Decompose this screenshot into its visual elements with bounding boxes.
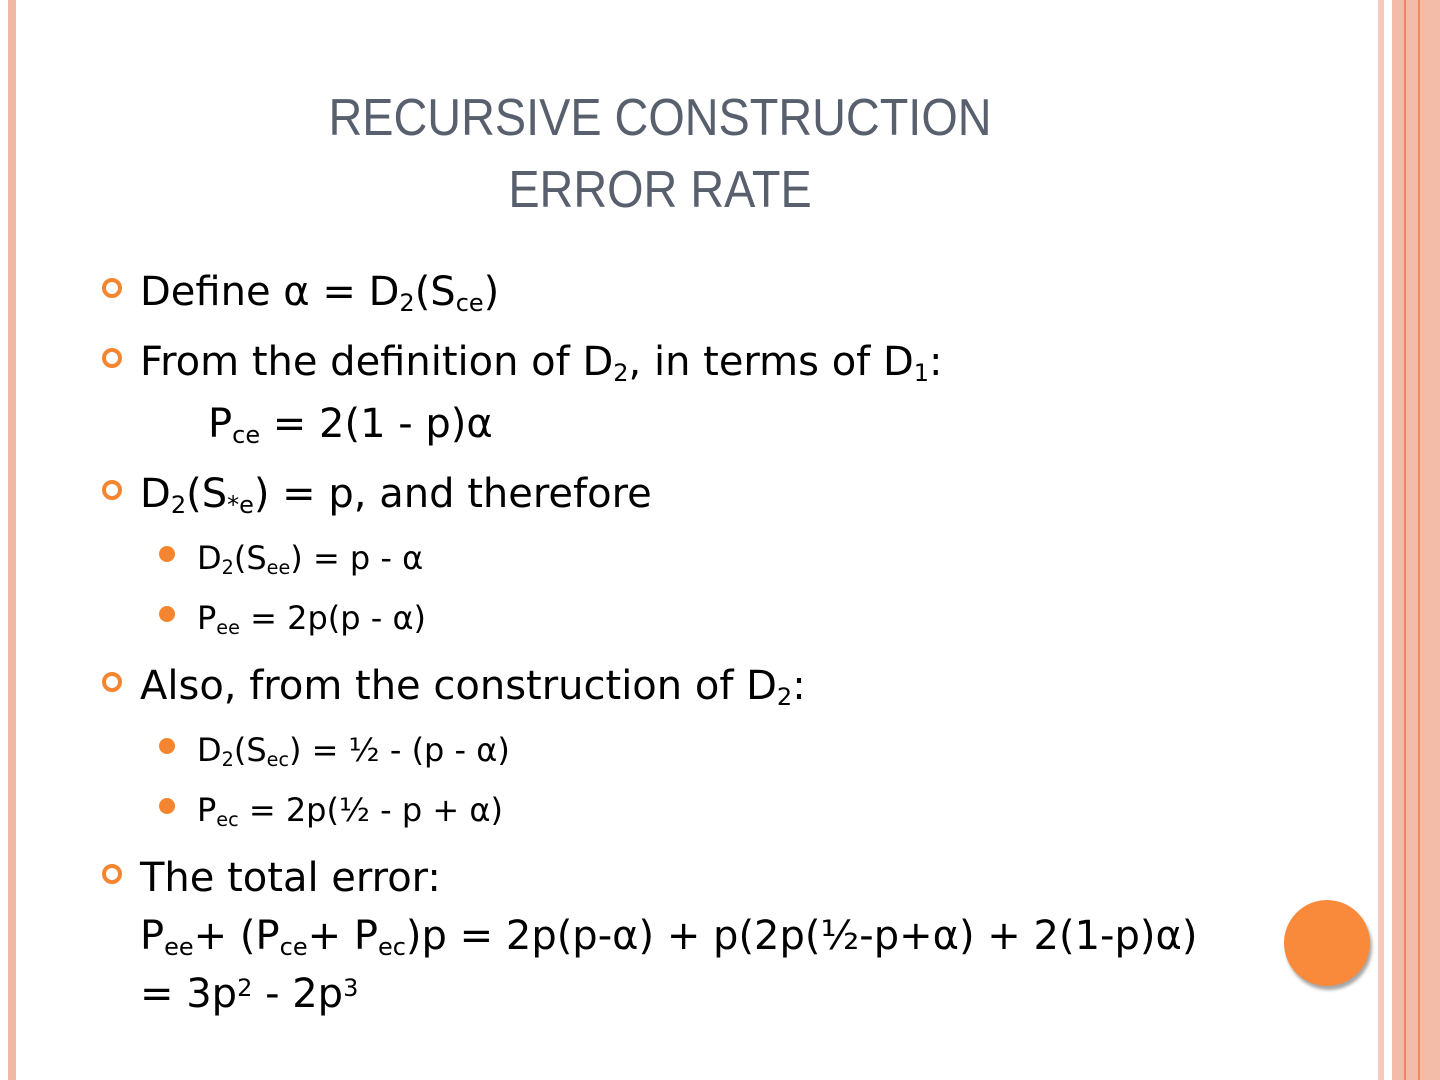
- right-border-band: [1392, 0, 1440, 1080]
- sub-bullet-d2-sec: $D_2(S_{ec})$ = ½ - (p - α): [197, 731, 510, 771]
- bullet-ring-icon: [102, 278, 122, 298]
- bullet-ring-icon: [102, 864, 122, 884]
- sub-bullet-dot-icon: [159, 606, 175, 622]
- sub-bullet-dot-icon: [159, 738, 175, 754]
- slide-title-line-2: ERROR RATE: [508, 161, 812, 219]
- right-border-stripe-light: [1378, 0, 1384, 1080]
- bullet-construction-d2: Also, from the construction of $D_2$:: [140, 663, 806, 711]
- formula-total-error: $P_{ee}+ (P_{ce}+ P_{ec})p = 2p(p-\alpha)$ + p(2p(½-p+α) + 2(1-p)α): [140, 913, 1198, 961]
- sub-bullet-dot-icon: [159, 798, 175, 814]
- slide-title: [210, 82, 1110, 226]
- sub-bullet-pec: $P_{ec}$ = 2p(½ - p + α): [197, 791, 503, 831]
- sub-bullet-d2-see: $D_2(S_{ee}) = p - \alpha$: [197, 539, 424, 579]
- bullet-definition-d2: From the definition of $D_2$, in terms of $D_1$:: [140, 339, 943, 387]
- decorative-orange-circle: [1284, 900, 1370, 986]
- sub-bullet-dot-icon: [159, 546, 175, 562]
- right-border-line: [1404, 0, 1406, 1080]
- bullet-define-alpha: Define $\alpha = D_2(S_{ce})$: [140, 269, 500, 317]
- bullet-total-error: The total error:: [140, 855, 441, 901]
- bullet-ring-icon: [102, 672, 122, 692]
- right-border-line-2: [1418, 0, 1420, 1080]
- formula-pce: $P_{ce} = 2(1 - p)\alpha$: [208, 401, 493, 449]
- left-border-stripe: [8, 0, 16, 1080]
- bullet-ring-icon: [102, 348, 122, 368]
- slide-title-line-1: RECURSIVE CONSTRUCTION: [328, 89, 992, 147]
- formula-total-error-result: = $3p^2 - 2p^3$: [140, 971, 359, 1017]
- bullet-ring-icon: [102, 480, 122, 500]
- bullet-d2-s-star-e: $D_2(S_{*e}) = p$, and therefore: [140, 471, 652, 519]
- sub-bullet-pee: $P_{ee} = 2p(p - \alpha)$: [197, 599, 427, 639]
